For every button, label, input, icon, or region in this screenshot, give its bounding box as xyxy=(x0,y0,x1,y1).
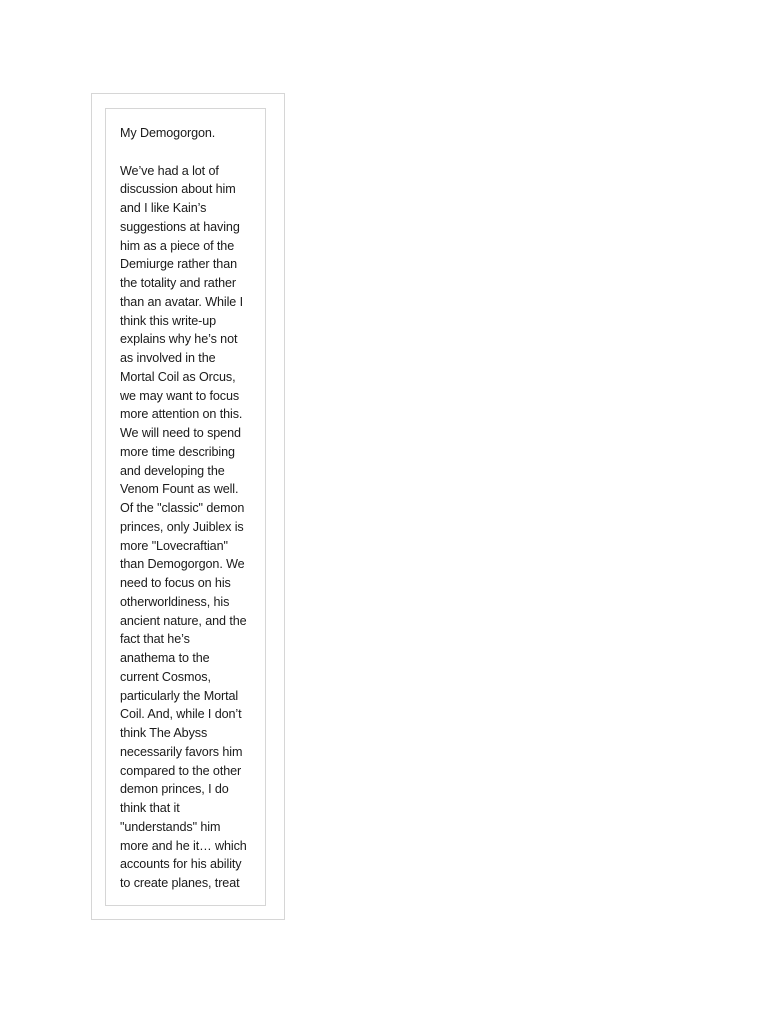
comment-line: we may want to focus xyxy=(120,388,240,403)
comment-line xyxy=(120,143,256,162)
comment-line: as involved in the xyxy=(120,351,216,365)
comment-line: explains why he’s not xyxy=(120,332,238,347)
comment-line: fact that he’s xyxy=(120,632,190,647)
comment-line: anathema to the xyxy=(120,651,210,665)
comment-line: think this write-up xyxy=(120,313,217,328)
comment-line: and developing the xyxy=(120,463,225,478)
comment-line: Coil. And, while I don’t xyxy=(120,707,242,722)
comment-line: him as a piece of the xyxy=(120,238,235,253)
comment-line: more attention on this. xyxy=(120,407,243,422)
comment-line: than an avatar. While I xyxy=(120,294,244,309)
comment-line: the totality and rather xyxy=(120,276,237,290)
comment-line: more time describing xyxy=(120,444,235,459)
comment-line: Demiurge rather than xyxy=(120,257,238,272)
comment-line: Mortal Coil as Orcus, xyxy=(120,369,236,384)
comment-line: think that it xyxy=(120,801,180,815)
comment-line: particularly the Mortal xyxy=(120,688,239,703)
comment-line: accounts for his ability xyxy=(120,857,242,872)
comment-line: Of the "classic" demon xyxy=(120,501,245,515)
comment-line: We’ve had a lot of xyxy=(120,163,219,178)
comment-line: My Demogorgon. xyxy=(120,126,216,140)
comment-line: discussion about him xyxy=(120,182,236,197)
comment-line: suggestions at having xyxy=(120,219,240,234)
comment-line: We will need to spend xyxy=(120,426,241,440)
comment-line: Venom Fount as well. xyxy=(120,482,239,497)
comment-line: more and he it… which xyxy=(120,838,247,853)
comment-line: princes, only Juiblex is xyxy=(120,519,244,534)
comment-balloon[interactable] xyxy=(105,108,266,906)
comment-line: current Cosmos, xyxy=(120,669,211,684)
comment-line: demon princes, I do xyxy=(120,782,229,797)
comment-line: otherworldiness, his xyxy=(120,594,230,609)
comment-line: than Demogorgon. We xyxy=(120,557,245,572)
comment-line: need to focus on his xyxy=(120,576,231,590)
comment-line: compared to the other xyxy=(120,763,242,778)
comment-line: think The Abyss xyxy=(120,726,208,740)
comment-line: necessarily favors him xyxy=(120,744,243,759)
comment-text xyxy=(120,124,256,893)
comment-line: to create planes, treat xyxy=(120,876,240,890)
comment-line: more "Lovecraftian" xyxy=(120,538,228,553)
comment-line: "understands" him xyxy=(120,819,221,834)
comment-line: ancient nature, and the xyxy=(120,613,247,628)
comment-line: and I like Kain’s xyxy=(120,201,207,215)
